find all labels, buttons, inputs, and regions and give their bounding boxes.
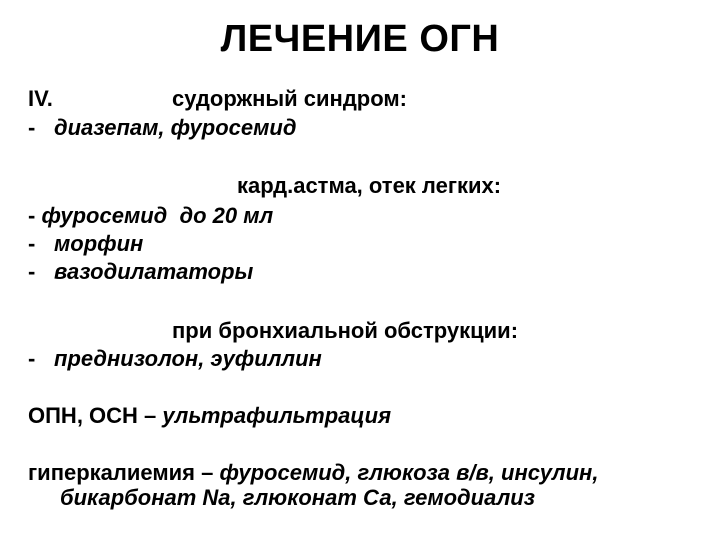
hyperk-treatment-2: бикарбонат Na, глюконат Са, гемодиализ [60, 485, 535, 510]
slide-title: ЛЕЧЕНИЕ ОГН [220, 18, 500, 60]
cardiac-heading: кард.астма, отек легких: [237, 173, 502, 198]
section-iv-item-text: диазепам, фуросемид [54, 115, 297, 140]
hyperk-treatment-1: фуросемид, глюкоза в/в, инсулин, [219, 460, 599, 485]
opn-treatment: ультрафильтрация [162, 403, 392, 428]
bullet-dash: - [28, 346, 36, 371]
hyperk-label: гиперкалиемия – [28, 460, 214, 485]
bullet-dash: - [28, 115, 36, 140]
cardiac-item-2 [28, 231, 143, 257]
cardiac-item-1-text: фуросемид до 20 мл [41, 203, 274, 228]
broncho-item [28, 346, 322, 372]
bullet-dash: - [28, 231, 36, 256]
cardiac-item-3 [28, 259, 253, 285]
opn-line [28, 403, 391, 429]
broncho-item-text: преднизолон, эуфиллин [54, 346, 322, 371]
opn-label: ОПН, ОСН – [28, 403, 157, 428]
broncho-heading: при бронхиальной обструкции: [172, 318, 519, 343]
section-iv-number: IV. [28, 86, 53, 111]
hyperk-line-1 [28, 460, 598, 486]
cardiac-item-3-text: вазодилататоры [54, 259, 254, 284]
cardiac-item-1 [28, 203, 273, 229]
bullet-dash: - [28, 259, 36, 284]
section-iv-heading: судоржный синдром: [172, 86, 407, 111]
hyperk-line-2 [60, 485, 535, 511]
bullet-dash: - [28, 203, 36, 228]
cardiac-item-2-text: морфин [54, 231, 144, 256]
section-iv-item [28, 115, 296, 141]
